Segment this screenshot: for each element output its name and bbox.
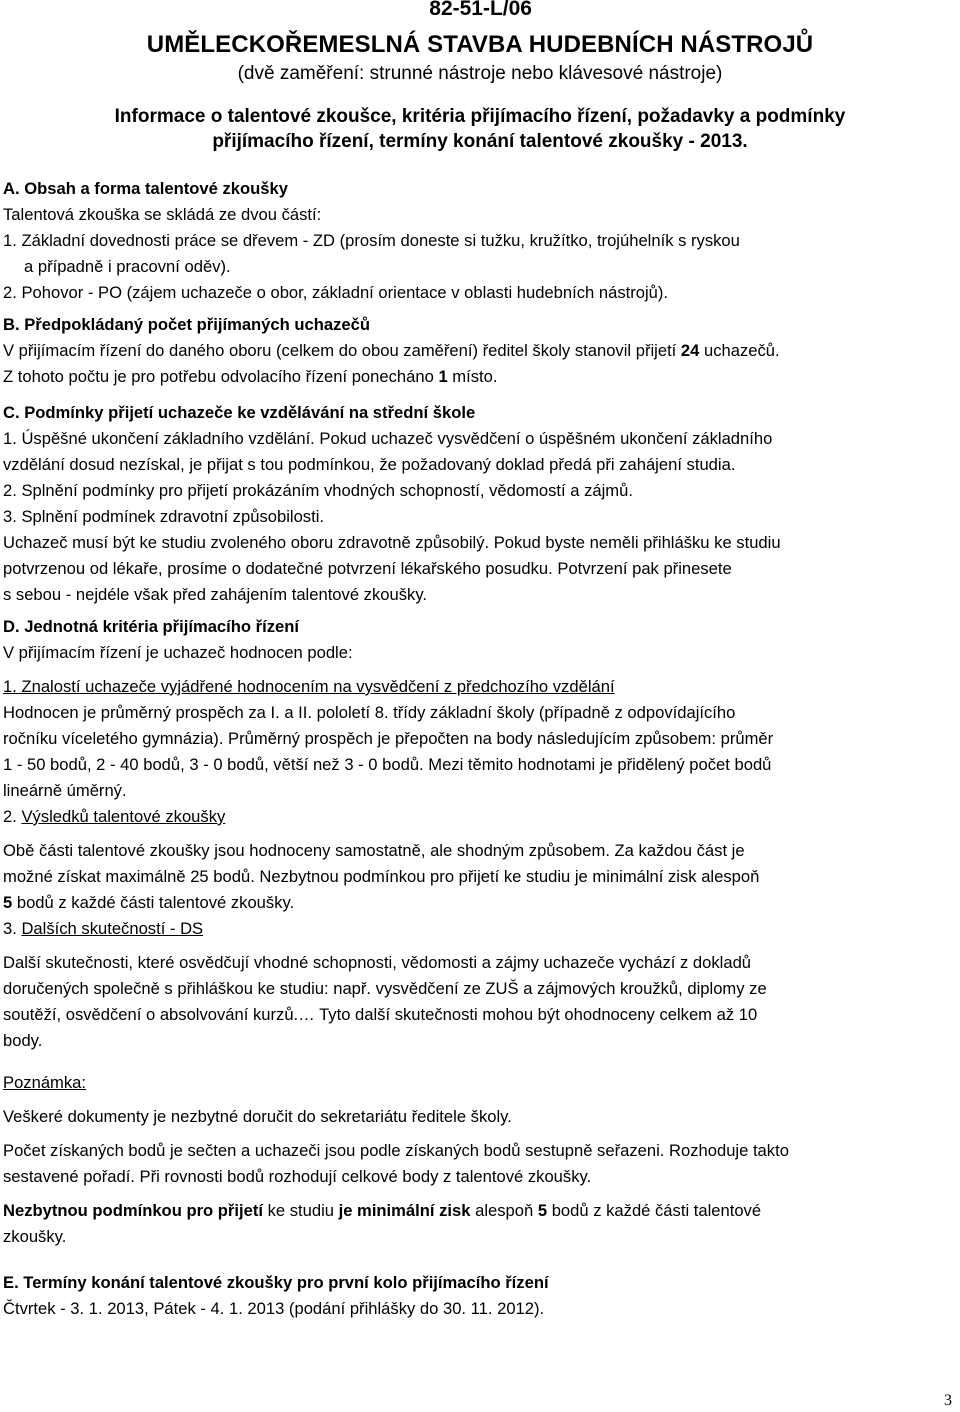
criterion-3-line: Další skutečnosti, které osvědčují vhodné schopnosti, vědomosti a zájmy uchazeče vychází z dokladů [3,953,752,972]
criterion-1-line: Hodnocen je průměrný prospěch za I. a II. pololetí 8. třídy základní školy (případně z odpovídajícího [3,703,736,722]
section-b-letter: B. [3,315,20,334]
criterion-3-line: body. [3,1031,43,1050]
section-c-item-2: 2. Splnění podmínky pro přijetí prokázáním vhodných schopností, vědomostí a zájmů. [3,481,633,500]
section-c-health-2: potvrzenou od lékaře, prosíme o dodatečné potvrzení lékařského posudku. Potvrzení pak přinesete [3,559,732,578]
criterion-number: 2. [3,807,22,826]
text-span: bodů z každé části talentové [547,1201,762,1220]
section-c-health-3: s sebou - nejdéle však před zahájením talentové zkoušky. [3,585,427,604]
section-a-item-1: 1. Základní dovednosti práce se dřevem - ZD (prosím doneste si tužku, kružítko, trojúhelník s ryskou [3,231,740,250]
document-body [3,176,953,1322]
note-line [3,1198,953,1224]
criterion-2-line: možné získat maximálně 25 bodů. Nezbytnou podmínkou pro přijetí ke studiu je minimální zisk alespoň [3,867,760,886]
criterion-1-line: 1 - 50 bodů, 2 - 40 bodů, 3 - 0 bodů, větší než 3 - 0 bodů. Mezi těmito hodnotami je přidělený počet bodů [3,755,772,774]
criterion-1-title: 1. Znalostí uchazeče vyjádřené hodnocením na vysvědčení z předchozího vzdělání [3,677,615,696]
info-heading [0,104,960,154]
criterion-2-line [3,890,953,916]
section-c-health-1: Uchazeč musí být ke studiu zvoleného oboru zdravotně způsobilý. Pokud byste neměli přihlášku ke studiu [3,533,781,552]
section-a-item-1-cont: a případně i pracovní oděv). [24,257,231,276]
info-heading-line: přijímacího řízení, termíny konání talentové zkoušky - 2013. [212,131,748,152]
section-a-item-2: 2. Pohovor - PO (zájem uchazeče o obor, základní orientace v oblasti hudebních nástrojů). [3,283,669,302]
text-span: 5 [537,1201,548,1220]
text-span: uchazečů. [699,341,780,360]
text-span: V přijímacím řízení do daného oboru (celkem do obou zaměření) ředitel školy stanovil přijetí [3,341,681,360]
appeal-places: 1 [438,367,448,386]
info-heading-line: Informace o talentové zkoušce, kritéria přijímacího řízení, požadavky a podmínky [114,106,846,127]
section-b-title: Předpokládaný počet přijímaných uchazečů [19,315,371,334]
criterion-3-title [3,916,953,942]
section-c-item-3: 3. Splnění podmínek zdravotní způsobilosti. [3,507,325,526]
note-line: Počet získaných bodů je sečten a uchazeči jsou podle získaných bodů sestupně seřazeni. Rozhoduje takto [3,1141,789,1160]
note-line: zkoušky. [3,1227,67,1246]
section-a-intro: Talentová zkouška se skládá ze dvou částí: [3,205,322,224]
criterion-title: Výsledků talentové zkoušky [21,807,226,826]
section-e-dates: Čtvrtek - 3. 1. 2013, Pátek - 4. 1. 2013 (podání přihlášky do 30. 11. 2012). [3,1299,545,1318]
program-code: 82-51-L/06 [429,0,532,20]
criterion-2-title [3,804,953,830]
section-c-heading: C. Podmínky přijetí uchazeče ke vzdělávání na střední škole [3,403,476,422]
section-c-item-1-cont: vzdělání dosud nezískal, je přijat s tou podmínkou, že požadovaný doklad předá při zahájení studia. [3,455,736,474]
criterion-1-line: ročníku víceletého gymnázia). Průměrný prospěch je přepočten na body následujícím způsobem: průměr [3,729,774,748]
minimum-points: 5 [3,893,13,912]
text-span: Nezbytnou podmínkou pro přijetí [3,1201,263,1220]
criterion-3-line: doručených společně s přihláškou ke studiu: např. vysvědčení ze ZUŠ a zájmových kroužků, diplomy ze [3,979,767,998]
text-span: Z tohoto počtu je pro potřebu odvolacího řízení ponecháno [3,367,439,386]
document-subtitle: (dvě zaměření: strunné nástroje nebo klávesové nástroje) [237,63,723,84]
criterion-1-line: lineárně úměrný. [3,781,127,800]
text-span: je minimální zisk [338,1201,471,1220]
section-b-line-2 [3,364,953,390]
section-e-heading: E. Termíny konání talentové zkoušky pro první kolo přijímacího řízení [3,1273,549,1292]
section-b-line-1 [3,338,953,364]
note-line: sestavené pořadí. Při rovnosti bodů rozhodují celkové body z talentové zkoušky. [3,1167,592,1186]
text-span: místo. [447,367,498,386]
text-span: alespoň [470,1201,538,1220]
admitted-count: 24 [680,341,700,360]
criterion-2-line: Obě části talentové zkoušky jsou hodnoceny samostatně, ale shodným způsobem. Za každou část je [3,841,745,860]
criterion-title: Dalších skutečností - DS [21,919,204,938]
document-title: UMĚLECKOŘEMESLNÁ STAVBA HUDEBNÍCH NÁSTROJŮ [146,31,814,58]
text-span: ke studiu [262,1201,339,1220]
section-b-heading [3,312,953,338]
text-span: bodů z každé části talentové zkoušky. [12,893,295,912]
note-line: Veškeré dokumenty je nezbytné doručit do sekretariátu ředitele školy. [3,1107,512,1126]
page-number: 3 [944,1392,952,1409]
criterion-number: 3. [3,919,22,938]
section-a-heading: A. Obsah a forma talentové zkoušky [3,179,288,198]
criterion-3-line: soutěží, osvědčení o absolvování kurzů.… Tyto další skutečnosti mohou být ohodnoceny celkem až 10 [3,1005,758,1024]
section-d-intro: V přijímacím řízení je uchazeč hodnocen podle: [3,643,353,662]
note-title: Poznámka: [3,1073,87,1092]
section-c-item-1: 1. Úspěšné ukončení základního vzdělání. Pokud uchazeč vysvědčení o úspěšném ukončení základního [3,429,773,448]
section-d-heading: D. Jednotná kritéria přijímacího řízení [3,617,299,636]
